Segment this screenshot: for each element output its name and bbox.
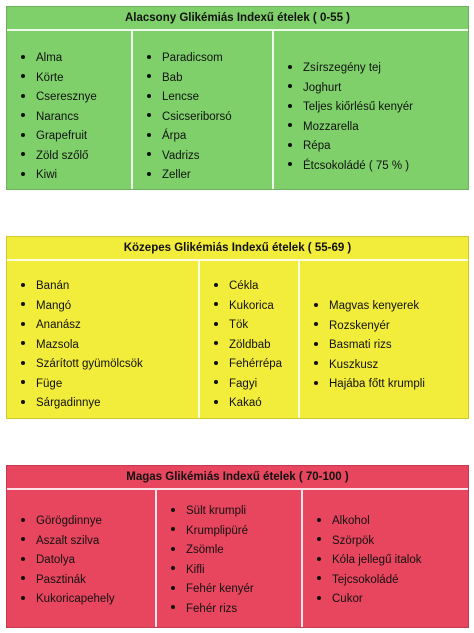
bullet-icon [214,341,218,345]
food-name: Alkohol [332,515,370,527]
bullet-icon [314,303,318,307]
bullet-icon [147,113,151,117]
low-gi-column-2 [133,31,274,189]
bullet-icon [314,322,318,326]
bullet-icon [147,172,151,176]
food-name: Csicseriborsó [162,110,232,123]
bullet-icon [214,302,218,306]
food-list-item [317,532,464,552]
food-name: Étcsokoládé ( 75 % ) [303,159,410,172]
food-name: Bab [162,71,183,84]
food-list-item [21,297,194,317]
food-name: Körte [36,71,64,84]
food-name: Rozskenyér [329,319,390,332]
bullet-icon [21,596,25,600]
food-list-item [21,551,151,571]
food-list-item [317,590,464,610]
bullet-icon [314,381,318,385]
food-name: Tök [229,319,249,331]
food-name: Aszalt szilva [36,534,100,547]
food-name: Kiwi [36,169,58,181]
food-name: Fehér kenyér [186,583,254,595]
bullet-icon [21,361,25,365]
bullet-icon [171,605,175,609]
food-name: Banán [36,280,70,292]
high-gi-column-2 [157,490,303,627]
food-list-item [214,277,294,297]
food-list [317,512,464,610]
food-list-item [21,512,151,532]
food-list-item [21,108,127,128]
food-name: Krumplipüré [186,524,248,537]
medium-gi-title: Közepes Glikémiás Indexű ételek ( 55-69 ) [7,237,468,261]
food-name: Datolya [36,554,75,566]
food-name: Kukorica [229,299,274,312]
food-list-item [171,502,297,522]
food-list-item [21,336,194,356]
food-list-item [314,317,464,337]
food-list-item [171,561,297,581]
food-name: Szárított gyümölcsök [36,358,143,370]
bullet-icon [317,518,321,522]
food-name: Kóla jellegű italok [332,554,422,566]
food-list-item [288,59,464,79]
bullet-icon [21,283,25,287]
food-name: Kuszkusz [329,358,379,371]
high-gi-title: Magas Glikémiás Indexű ételek ( 70-100 ) [7,466,468,490]
food-list-item [214,355,294,375]
food-name: Sült krumpli [186,505,247,517]
food-list-item [147,49,268,69]
bullet-icon [21,341,25,345]
food-name: Zeller [162,169,191,181]
bullet-icon [21,380,25,384]
food-list-item [171,600,297,620]
bullet-icon [21,74,25,78]
food-name: Vadrizs [162,149,200,162]
food-name: Tejcsokoládé [332,573,399,586]
food-list-item [147,147,268,167]
food-name: Fehérrépa [229,358,283,370]
bullet-icon [317,557,321,561]
food-list-item [171,541,297,561]
food-list [214,277,294,414]
food-list-item [314,336,464,356]
low-gi-column-1 [7,31,133,189]
food-name: Pasztinák [36,573,86,586]
food-list-item [147,166,268,186]
food-list-item [288,118,464,138]
bullet-icon [21,537,25,541]
food-list [147,49,268,186]
food-list-item [314,356,464,376]
food-name: Zsírszegény tej [303,62,381,74]
food-list [314,297,464,395]
food-list-item [21,316,194,336]
bullet-icon [288,84,292,88]
food-name: Kifli [186,563,205,576]
bullet-icon [214,322,218,326]
food-name: Lencse [162,91,200,103]
high-gi-column-1 [7,490,157,627]
bullet-icon [317,576,321,580]
food-list-item [314,297,464,317]
food-list-item [288,98,464,118]
food-list [21,49,127,186]
bullet-icon [147,133,151,137]
food-list-item [147,127,268,147]
low-gi-title: Alacsony Glikémiás Indexű ételek ( 0-55 ) [7,7,468,31]
food-list-item [214,336,294,356]
bullet-icon [171,527,175,531]
food-list-item [317,551,464,571]
low-gi-section [6,6,469,190]
bullet-icon [21,557,25,561]
food-list [21,512,151,610]
food-list-item [21,277,194,297]
food-name: Teljes kiőrlésű kenyér [303,101,413,113]
medium-gi-section [6,236,469,419]
bullet-icon [171,508,175,512]
bullet-icon [21,302,25,306]
food-list-item [288,137,464,157]
food-name: Alma [36,52,63,64]
food-name: Grapefruit [36,130,88,142]
food-name: Magvas kenyerek [329,300,420,312]
food-list-item [147,108,268,128]
bullet-icon [21,576,25,580]
low-gi-columns [7,31,468,189]
bullet-icon [288,162,292,166]
food-list-item [21,375,194,395]
medium-gi-column-2 [200,261,300,418]
food-list-item [21,532,151,552]
food-list-item [171,580,297,600]
food-list-item [214,316,294,336]
medium-gi-column-1 [7,261,200,418]
food-list [288,59,464,176]
bullet-icon [288,123,292,127]
bullet-icon [171,566,175,570]
bullet-icon [214,380,218,384]
bullet-icon [21,133,25,137]
bullet-icon [147,55,151,59]
food-name: Paradicsom [162,52,223,64]
food-name: Cékla [229,280,259,292]
food-name: Zöld szőlő [36,149,89,162]
food-list-item [21,69,127,89]
food-list-item [21,571,151,591]
food-name: Fagyi [229,377,258,390]
high-gi-columns [7,490,468,627]
food-name: Hajába főtt krumpli [329,378,425,390]
food-list-item [288,157,464,177]
food-name: Sárgadinnye [36,397,101,409]
bullet-icon [147,74,151,78]
bullet-icon [21,172,25,176]
food-list-item [147,88,268,108]
bullet-icon [21,55,25,59]
bullet-icon [147,152,151,156]
food-name: Ananász [36,319,81,331]
bullet-icon [147,94,151,98]
food-list-item [214,394,294,414]
low-gi-column-3 [274,31,468,189]
bullet-icon [21,152,25,156]
bullet-icon [21,518,25,522]
food-list-item [21,147,127,167]
bullet-icon [21,322,25,326]
food-name: Mangó [36,299,72,312]
food-list-item [317,512,464,532]
food-list-item [147,69,268,89]
bullet-icon [214,400,218,404]
food-name: Cseresznye [36,91,97,103]
food-name: Joghurt [303,81,342,94]
food-list [21,277,194,414]
bullet-icon [288,65,292,69]
food-list [171,502,297,619]
food-name: Zsömle [186,544,224,556]
food-name: Kakaó [229,397,262,409]
food-name: Szörpök [332,534,375,547]
bullet-icon [317,537,321,541]
bullet-icon [214,283,218,287]
food-name: Árpa [162,130,187,142]
food-list-item [21,166,127,186]
food-list-item [317,571,464,591]
bullet-icon [171,586,175,590]
bullet-icon [21,94,25,98]
food-name: Görögdinnye [36,515,102,527]
food-name: Zöldbab [229,338,271,351]
bullet-icon [21,113,25,117]
food-list-item [314,375,464,395]
food-name: Cukor [332,593,363,605]
food-list-item [21,88,127,108]
food-name: Fehér rizs [186,602,238,615]
food-list-item [21,127,127,147]
food-list-item [21,394,194,414]
bullet-icon [171,547,175,551]
food-list-item [21,49,127,69]
food-name: Mozzarella [303,120,359,133]
bullet-icon [288,143,292,147]
food-list-item [171,522,297,542]
bullet-icon [314,361,318,365]
high-gi-column-3 [303,490,468,627]
food-list-item [214,297,294,317]
bullet-icon [314,342,318,346]
food-list-item [214,375,294,395]
food-list-item [288,79,464,99]
medium-gi-columns [7,261,468,418]
food-list-item [21,590,151,610]
bullet-icon [214,361,218,365]
food-name: Füge [36,377,63,390]
food-name: Kukoricapehely [36,593,115,605]
food-name: Basmati rizs [329,339,392,351]
bullet-icon [21,400,25,404]
high-gi-section [6,465,469,628]
food-name: Répa [303,140,331,152]
bullet-icon [288,104,292,108]
bullet-icon [317,596,321,600]
food-list-item [21,355,194,375]
medium-gi-column-3 [300,261,468,418]
food-name: Narancs [36,110,79,123]
food-name: Mazsola [36,338,79,351]
